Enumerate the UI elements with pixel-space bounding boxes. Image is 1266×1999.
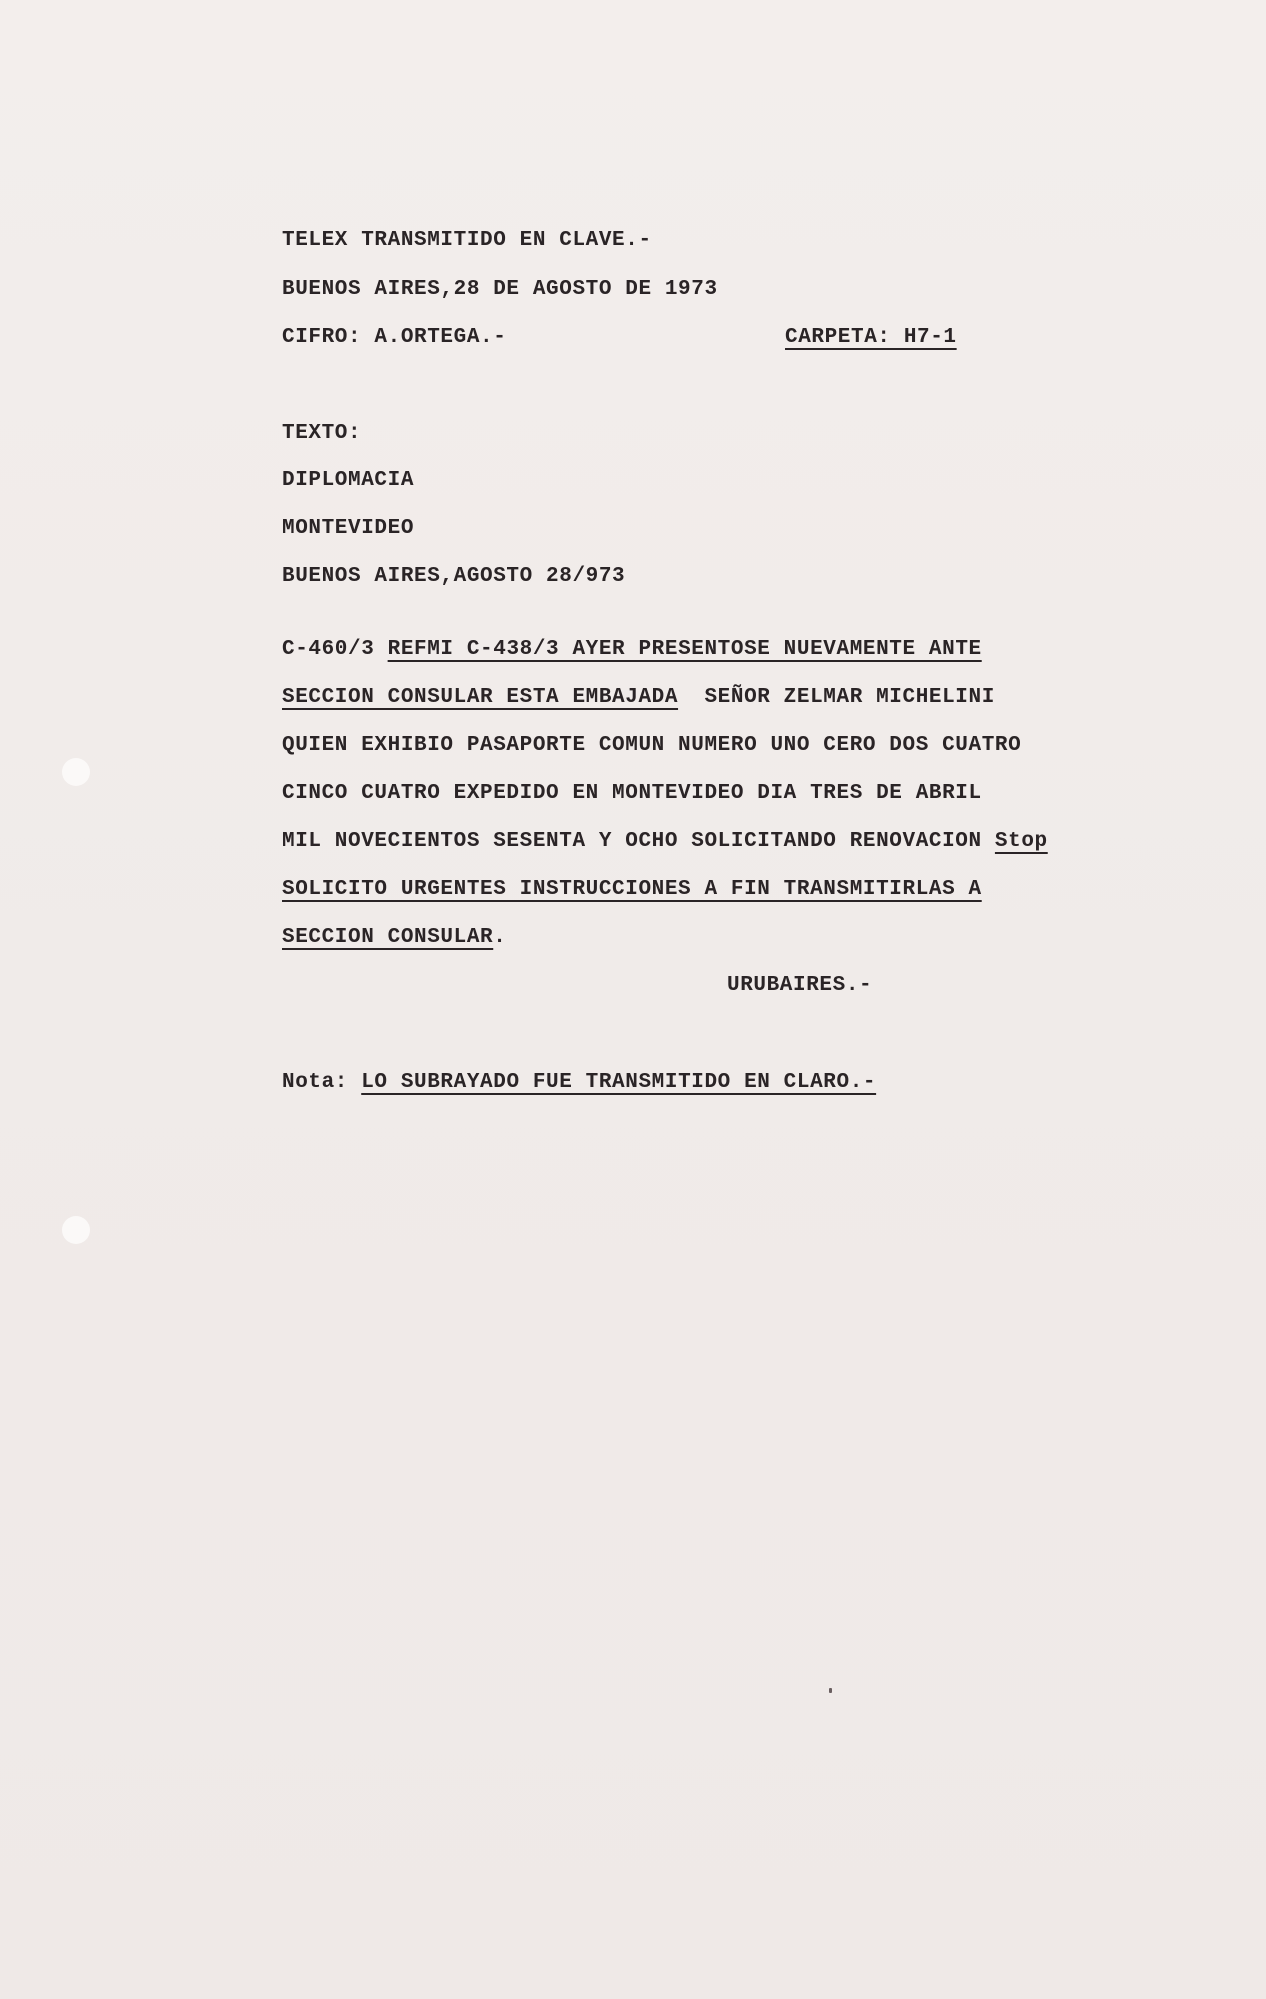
- message-number: C-460/3: [282, 638, 388, 661]
- body-text: MIL NOVECIENTOS SESENTA Y OCHO SOLICITANDO RENOVACION: [282, 830, 995, 853]
- paper-speck: [829, 1688, 832, 1693]
- underlined-text: SOLICITO URGENTES INSTRUCCIONES A FIN TRANSMITIRLAS A: [282, 878, 982, 901]
- body-line-4: CINCO CUATRO EXPEDIDO EN MONTEVIDEO DIA TRES DE ABRIL: [282, 782, 982, 805]
- carpeta-ref: CARPETA: H7-1: [785, 326, 957, 349]
- body-line-2: [282, 685, 995, 711]
- body-text: .: [493, 926, 507, 949]
- stop-word: Stop: [994, 830, 1048, 853]
- city-line: MONTEVIDEO: [282, 517, 415, 540]
- signature: URUBAIRES.-: [727, 974, 873, 997]
- body-line-3: QUIEN EXHIBIO PASAPORTE COMUN NUMERO UNO CERO DOS CUATRO: [282, 734, 1022, 757]
- texto-label: TEXTO:: [282, 422, 362, 445]
- punch-hole: [62, 1216, 90, 1244]
- telex-title: TELEX TRANSMITIDO EN CLAVE.-: [282, 229, 652, 252]
- body-text: SEÑOR ZELMAR MICHELINI: [678, 686, 995, 709]
- origin-date-line: BUENOS AIRES,AGOSTO 28/973: [282, 565, 626, 588]
- body-line-1: [282, 637, 982, 663]
- punch-hole: [62, 758, 90, 786]
- underlined-text: REFMI C-438/3 AYER PRESENTOSE NUEVAMENTE ANTE: [387, 638, 982, 661]
- cifro-line: CIFRO: A.ORTEGA.-: [282, 326, 507, 349]
- place-date: BUENOS AIRES,28 DE AGOSTO DE 1973: [282, 278, 718, 301]
- underlined-text: SECCION CONSULAR ESTA EMBAJADA: [282, 686, 679, 709]
- underlined-text: SECCION CONSULAR: [282, 926, 494, 949]
- body-line-6: [282, 877, 982, 903]
- body-line-5: [282, 829, 1048, 855]
- body-line-7: [282, 925, 506, 951]
- recipient-line: DIPLOMACIA: [282, 469, 415, 492]
- nota-label: Nota:: [282, 1071, 362, 1094]
- nota-text: LO SUBRAYADO FUE TRANSMITIDO EN CLARO.-: [361, 1071, 877, 1094]
- nota-line: [282, 1070, 876, 1096]
